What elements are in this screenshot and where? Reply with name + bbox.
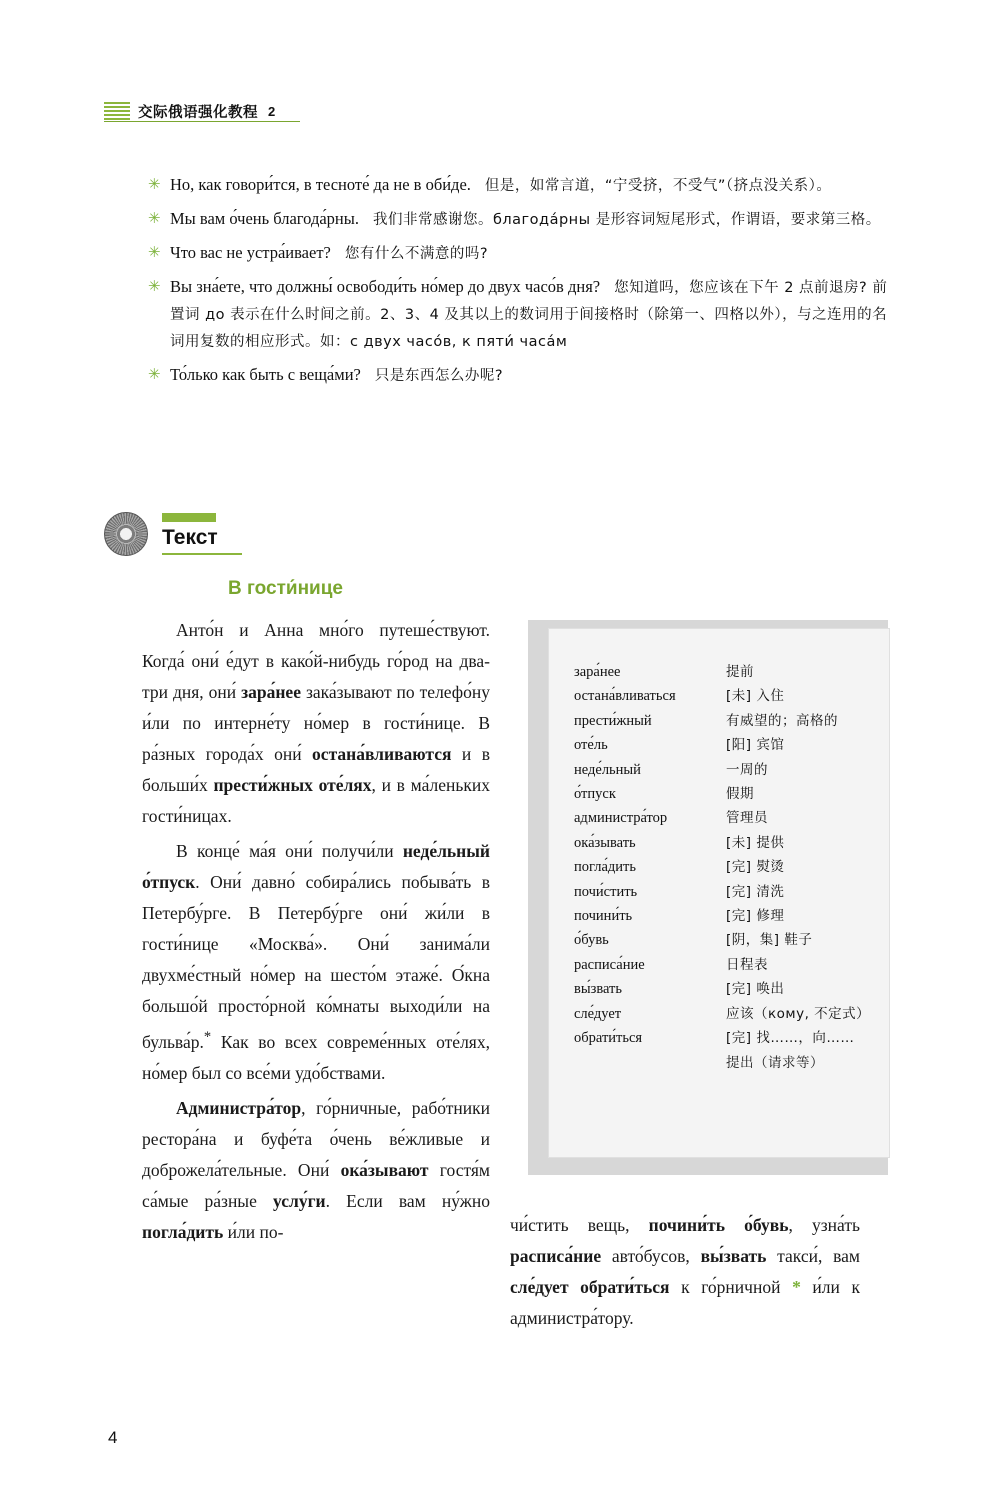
vocab-term: сле́дует (574, 1005, 622, 1022)
vocab-term: почини́ть (574, 908, 633, 925)
section-accent-swatch (162, 513, 216, 522)
section-header-tekst (104, 512, 242, 556)
vocab-gloss: 一周的 (726, 761, 768, 778)
vocabulary-row (574, 904, 894, 928)
note-chinese: 您知道吗，您应该在下午 2 点前退房? 前置词 до 表示在什么时间之前。2、3、4 及其以上的数词用于间接格时（除第一、四格以外），与之连用的名词用复数的相应形式。如：с двух часо́в, к пяти́ часа́м (170, 280, 888, 350)
article-body-left (142, 615, 490, 1252)
asterisk-bullet-icon: ✳ (148, 211, 161, 227)
vocabulary-row (574, 733, 894, 757)
note-chinese: 只是东西怎么办呢? (374, 368, 504, 384)
list-item (148, 274, 900, 355)
asterisk-bullet-icon: ✳ (148, 367, 161, 383)
list-item (148, 206, 900, 233)
note-russian: Что вас не устра́ивает? (170, 243, 331, 262)
vocabulary-row (574, 782, 894, 806)
note-chinese: 您有什么不满意的吗? (344, 246, 489, 262)
vocabulary-row (574, 1026, 894, 1050)
paragraph: В конце́ ма́я они́ получи́ли неде́льный о́тпуск. Они́ давно́ собира́лись побыва́ть в Петербу́рге. В Петербу́рге они́ жи́ли в гости́нице «Москва́». Они́ занима́ли двухме́стный но́мер на шесто́м этаже́. О́кна большо́й просто́рной ко́мнаты выходи́ли на бульва́р.* Как во всех совреме́нных оте́лях, но́мер был со все́ми удо́бствами. (142, 841, 490, 1083)
vocab-gloss: [未] 入住 (726, 688, 785, 705)
vocab-term: вы́звать (574, 981, 622, 998)
vocabulary-row (574, 758, 894, 782)
vocab-term: о́тпуск (574, 786, 616, 803)
note-chinese: 我们非常感谢您。благода́рны 是形容词短尾形式，作谓语，要求第三格。 (372, 212, 881, 228)
vocab-gloss: [阴，集] 鞋子 (726, 932, 813, 949)
vocab-gloss: 提前 (726, 664, 754, 680)
article-title: В гости́нице (228, 578, 343, 599)
vocab-gloss: [完] 熨烫 (726, 859, 785, 876)
section-title: Текст (162, 526, 242, 555)
vocab-term: зара́нее (574, 664, 621, 680)
vocab-term: администра́тор (574, 810, 668, 827)
vocab-term: ока́зывать (574, 834, 636, 851)
vocab-gloss: 假期 (726, 786, 754, 803)
vocab-term: оте́ль (574, 737, 608, 754)
vocab-term: неде́льный (574, 761, 641, 778)
vocab-gloss: 有威望的；高格的 (726, 712, 838, 729)
vocab-gloss: [完] 修理 (726, 908, 785, 925)
vocabulary-row (574, 928, 894, 952)
vocab-gloss: [未] 提供 (726, 834, 785, 851)
vocab-gloss: 应该（кому, 不定式） (726, 1005, 871, 1022)
vocabulary-row (574, 855, 894, 879)
vocab-gloss: 日程表 (726, 956, 768, 973)
vocab-term: почи́стить (574, 883, 638, 900)
asterisk-bullet-icon: ✳ (148, 177, 161, 193)
vocabulary-row (574, 880, 894, 904)
vocab-gloss: 管理员 (726, 810, 768, 827)
page-number: 4 (108, 1428, 118, 1447)
list-item (148, 240, 900, 267)
notes-list (148, 172, 900, 396)
vocab-gloss: [完] 找……，向…… (726, 1030, 855, 1047)
page-header (104, 100, 287, 122)
vocab-gloss: [阳] 宾馆 (726, 737, 785, 754)
paragraph: Администра́тор, го́рничные, рабо́тники рестора́на и буфе́та о́чень ве́жливые и доброжела́тельные. Они́ ока́зывают гостя́м са́мые ра́зные услу́ги. Если вам ну́жно погла́дить и́ли по- (142, 1097, 490, 1242)
vocab-term: погла́дить (574, 859, 636, 876)
asterisk-bullet-icon: ✳ (148, 245, 161, 261)
vocabulary-list (574, 660, 894, 1075)
cd-disc-icon (104, 512, 148, 556)
vocab-gloss: [完] 唤出 (726, 981, 785, 998)
vocab-term: остана́вливаться (574, 688, 676, 705)
book-title: 交际俄语强化教程 (138, 104, 258, 121)
vocabulary-row (574, 831, 894, 855)
vocabulary-row (574, 806, 894, 830)
list-item (148, 172, 900, 199)
vocab-gloss-continuation: 提出（请求等） (726, 1054, 824, 1071)
vocabulary-row (574, 1002, 894, 1026)
paragraph-continuation: чи́стить вещь, почини́ть о́бувь, узна́ть расписа́ние авто́бусов, вы́звать такси́, вам сле́дует обрати́ться к го́рничной * и́ли к администра́тору. (510, 1215, 861, 1328)
header-rule (104, 121, 300, 122)
note-russian: Мы вам о́чень благода́рны. (170, 209, 359, 228)
list-item (148, 362, 900, 389)
vocabulary-row (574, 709, 894, 733)
note-russian: Вы зна́ете, что должны́ освободи́ть но́мер до двух часо́в дня? (170, 277, 601, 296)
note-russian: Но, как говори́тся, в тесноте́ да не в оби́де. (170, 175, 471, 194)
vocab-term: обрати́ться (574, 1030, 643, 1047)
vocabulary-row (574, 684, 894, 708)
header-stripe-icon (104, 102, 130, 120)
vocabulary-row (574, 660, 894, 684)
vocab-term: о́бувь (574, 932, 609, 949)
asterisk-bullet-icon: ✳ (148, 279, 161, 295)
vocab-term: прести́жный (574, 712, 652, 729)
vocab-gloss: [完] 清洗 (726, 883, 785, 900)
note-chinese: 但是，如常言道，“宁受挤，不受气”（挤点没关系）。 (484, 178, 832, 194)
book-volume-number: 2 (268, 103, 276, 119)
note-russian: То́лько как быть с веща́ми? (170, 365, 361, 384)
vocab-term: расписа́ние (574, 956, 645, 973)
vocabulary-row (574, 953, 894, 977)
paragraph: Анто́н и Анна мно́го путеше́ствуют. Когда́ они́ е́дут в како́й-нибудь го́род на два-три дня, они́ зара́нее зака́зывают по телефо́ну и́ли по интерне́ту но́мер в гости́нице. В ра́зных города́х они́ остана́вливаются и в больши́х прести́жных оте́лях, и в ма́леньких гости́ницах. (142, 620, 490, 826)
article-body-right (510, 1210, 860, 1334)
vocabulary-row (574, 977, 894, 1001)
